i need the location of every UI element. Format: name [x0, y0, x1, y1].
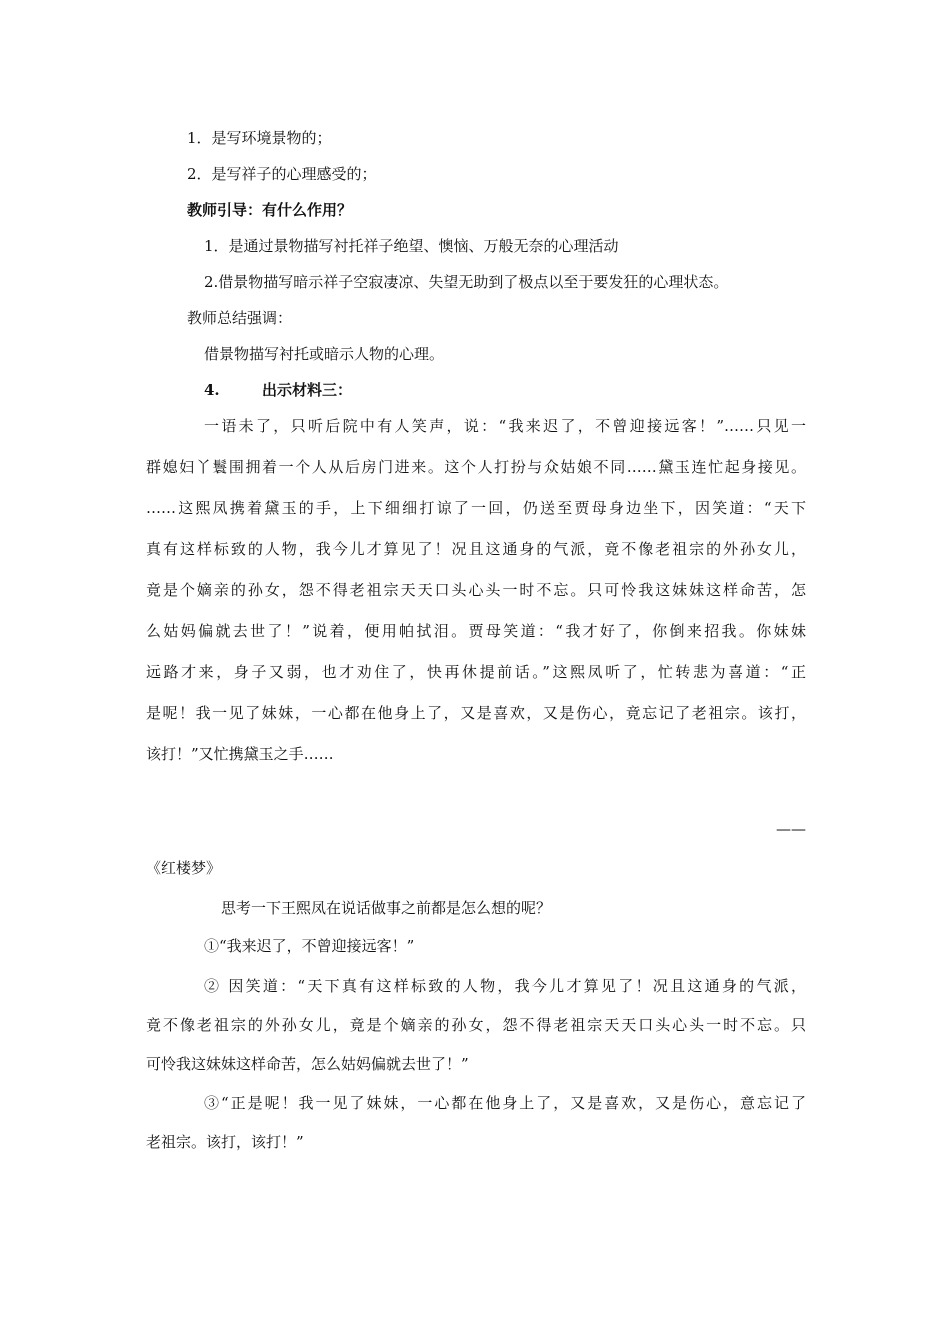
quote-2-line-3: 可怜我这妹妹这样命苦，怎么姑妈偏就去世了！” — [146, 1055, 469, 1073]
list-item-2: 2．是写祥子的心理感受的； — [187, 165, 377, 183]
material-line-9: 该打！”又忙携黛玉之手…… — [146, 745, 334, 763]
teacher-summary-heading: 教师总结强调： — [187, 309, 293, 327]
question-prompt: 思考一下王熙凤在说话做事之前都是怎么想的呢？ — [221, 899, 552, 917]
source-dash: —— — [776, 820, 806, 838]
source-title: 《红楼梦》 — [146, 859, 222, 877]
quote-1: ①“我来迟了，不曾迎接远客！” — [204, 937, 415, 955]
material-line-3: ……这熙凤携着黛玉的手，上下细细打谅了一回，仍送至贾母身边坐下，因笑道：“天下 — [146, 499, 806, 517]
list-item-1: 1．是写环境景物的； — [187, 129, 332, 147]
material-line-5: 竟是个嫡亲的孙女，怨不得老祖宗天天口头心头一时不忘。只可怜我这妹妹这样命苦，怎 — [146, 581, 806, 599]
guide-point-2: 2.借景物描写暗示祥子空寂凄凉、失望无助到了极点以至于要发狂的心理状态。 — [204, 273, 729, 291]
material-title: 出示材料三： — [262, 381, 353, 399]
teacher-summary-text: 借景物描写衬托或暗示人物的心理。 — [204, 345, 445, 363]
material-line-8: 是呢！我一见了妹妹，一心都在他身上了，又是喜欢，又是伤心，竟忘记了老祖宗。该打， — [146, 704, 806, 722]
material-line-6: 么姑妈偏就去世了！”说着，便用帕拭泪。贾母笑道：“我才好了，你倒来招我。你妹妹 — [146, 622, 806, 640]
guide-point-1: 1．是通过景物描写衬托祥子绝望、懊恼、万般无奈的心理活动 — [204, 237, 619, 255]
material-line-7: 远路才来，身子又弱，也才劝住了，快再休提前话。”这熙凤听了，忙转悲为喜道：“正 — [146, 663, 806, 681]
material-number: 4. — [204, 381, 220, 399]
material-line-2: 群媳妇丫鬟围拥着一个人从后房门进来。这个人打扮与众姑娘不同……黛玉连忙起身接见。 — [146, 458, 806, 476]
quote-2-line-1: ② 因笑道：“天下真有这样标致的人物，我今儿才算见了！况且这通身的气派， — [204, 977, 806, 995]
material-line-1: 一语未了，只听后院中有人笑声，说：“我来迟了，不曾迎接远客！”……只见一 — [204, 417, 806, 435]
quote-3-line-2: 老祖宗。该打，该打！” — [146, 1133, 304, 1151]
teacher-guide-heading: 教师引导：有什么作用？ — [187, 201, 353, 219]
quote-2-line-2: 竟不像老祖宗的外孙女儿，竟是个嫡亲的孙女，怨不得老祖宗天天口头心头一时不忘。只 — [146, 1016, 806, 1034]
quote-3-line-1: ③“正是呢！我一见了妹妹，一心都在他身上了，又是喜欢，又是伤心，意忘记了 — [204, 1094, 806, 1112]
material-line-4: 真有这样标致的人物，我今儿才算见了！况且这通身的气派，竟不像老祖宗的外孙女儿， — [146, 540, 806, 558]
